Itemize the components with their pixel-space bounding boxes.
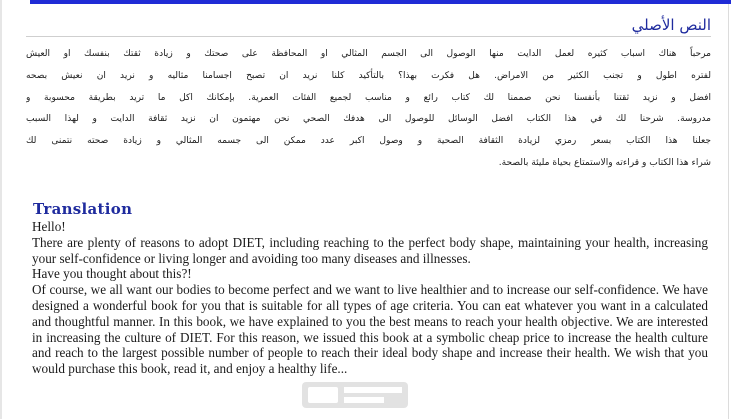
top-accent-bar <box>30 0 731 4</box>
arabic-line: شراء هذا الكتاب و قراءته والاستمتاع بحياة مليئة بالصحة. <box>498 157 711 168</box>
english-paragraph: Hello! <box>32 219 66 234</box>
arabic-line: لفتره اطول و تجنب الكثير من الامراض. هل فكرت بهذا؟ بالتأكيد كلنا نريد ان تصبح اجسامنا مثاليه و نريد ان نعيش بصحه <box>26 70 711 81</box>
arabic-line: افضل و نزيد ثقتنا بأنفسنا نحن صممنا لك كتاب رائع و مناسب لجميع الفئات العمرية. بإمكانك اكل ما تريد بطريقة محسوبة و <box>26 92 711 103</box>
arabic-line: مرحباً هناك اسباب كثيره لعمل الدايت منها الوصول الى الجسم المثالي او المحافظة على صحتك و زيادة ثقتك بنفسك او العيش <box>26 49 711 59</box>
right-border <box>728 4 729 419</box>
english-paragraph: Of course, we all want our bodies to become perfect and we want to live healthier and to increase our self-confidence. We have designed a wonderful book for you that is suitable for all types of age criteria. You can eat whatever you want in a calculated and thoughtful manner. In this book, we have explained to you the best means to reach your health objective. We are interested in increasing the culture of DIET. For this reason, we issued this book at a symbolic cheap price to increase the health culture and reach to the largest possible number of people to reach their ideal body shape and increase their health. We wish that you would purchase this book, read it, and enjoy a healthy life... <box>32 282 708 377</box>
heading-divider <box>26 36 711 37</box>
english-paragraph: There are plenty of reasons to adopt DIET, including reaching to the perfect body shape, maintaining your health, increasing your self-confidence or living longer and avoiding too many diseases and illnesses. <box>32 234 708 266</box>
arabic-line: مدروسة. شرحنا لك في هذا الكتاب افضل الوسائل للوصول الى هدفك الصحي نحن مهتمون ان نزيد ثقافة الدايت و لهذا السبب <box>26 114 711 125</box>
arabic-line: جعلنا هذا الكتاب بسعر رمزي لزيادة الثقافة الصحية و وصول اكبر عدد ممكن الى جسمه المثالي و زيادة صحته نتمنى لك <box>26 136 711 147</box>
watermark-logo <box>300 378 410 412</box>
arabic-original-text <box>26 44 711 175</box>
translation-heading: Translation <box>33 200 133 218</box>
english-paragraph: Have you thought about this?! <box>32 266 192 282</box>
original-text-heading: النص الأصلي <box>631 16 711 34</box>
left-border <box>0 0 2 419</box>
english-translation-text <box>32 219 708 377</box>
